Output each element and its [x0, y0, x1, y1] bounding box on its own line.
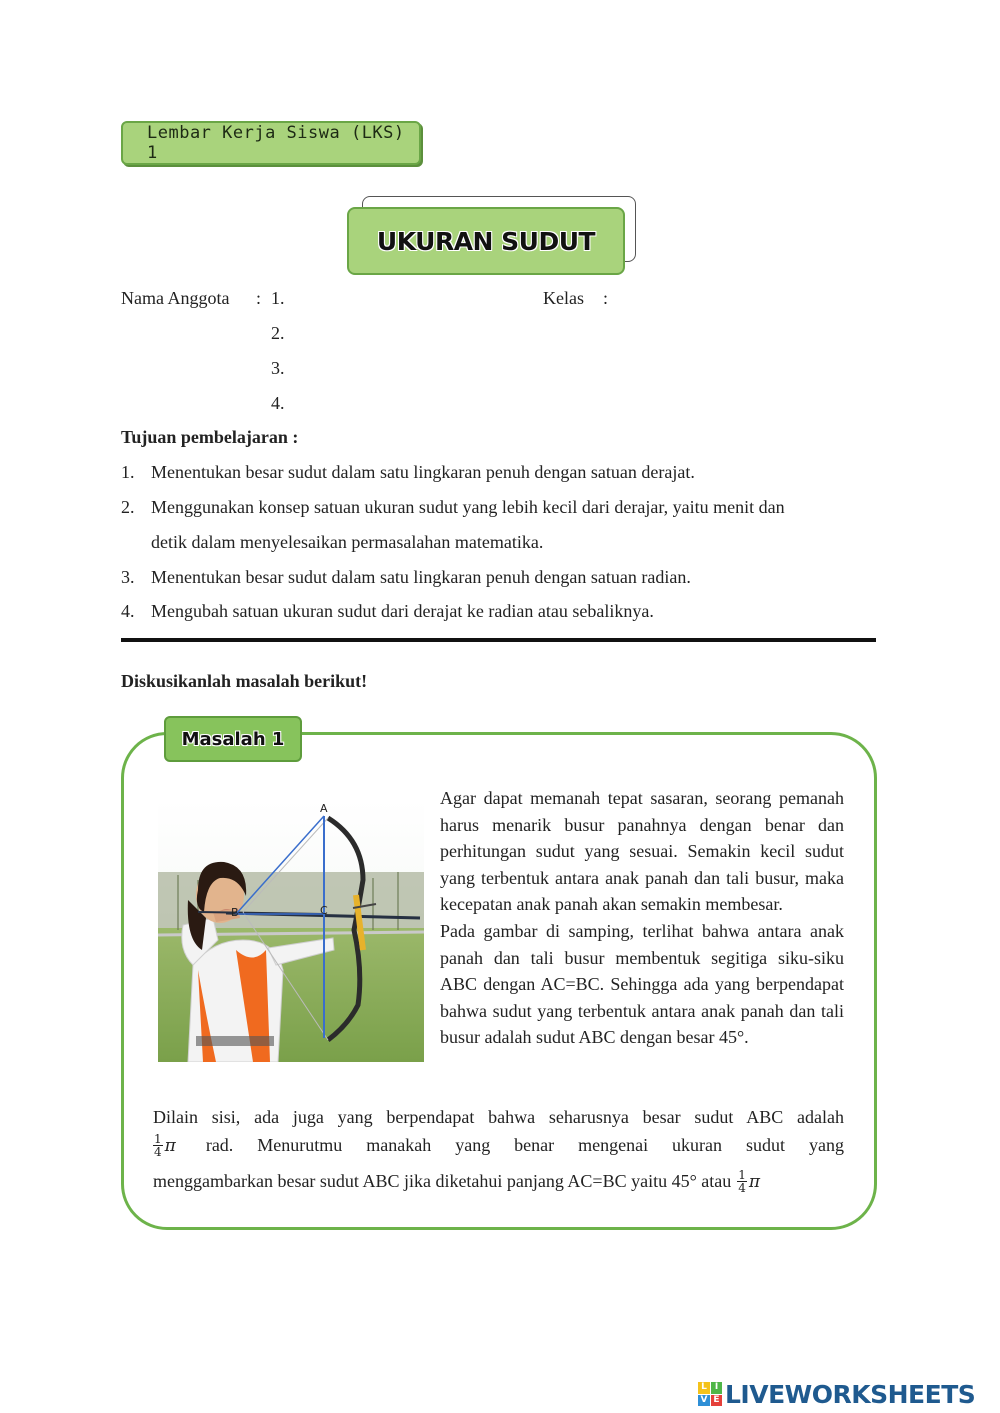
objective-2-number: 2. [121, 497, 135, 517]
mark-letter-e: E [711, 1395, 723, 1407]
fraction-denominator: 4 [154, 1145, 162, 1159]
liveworksheets-mark-icon [698, 1382, 722, 1406]
member-1-number: 1. [271, 288, 285, 308]
problem-paragraph-1: Agar dapat memanah tepat sasaran, seorang pemanah harus menarik busur panahnya dengan benar dan perhitungan sudut yang sesuai. Semakin kecil sudut yang terbentuk antara anak panah dan tali busur, maka kecepatan anak panah akan semakin membesar. [440, 788, 844, 915]
problem-line-3 [153, 1108, 844, 1126]
nama-anggota-label: Nama Anggota [121, 288, 230, 308]
mark-letter-i: I [711, 1382, 723, 1394]
problem-line-5 [153, 1169, 760, 1194]
fraction-numerator: 1 [154, 1132, 162, 1146]
objectives-heading: Tujuan pembelajaran : [121, 427, 299, 447]
nama-colon: : [256, 288, 262, 308]
member-4-number: 4. [271, 393, 285, 413]
problem-line-3-text: Dilain sisi, ada juga yang berpendapat bahwa seharusnya besar sudut ABC adalah [153, 1107, 844, 1127]
problem-line-4 [153, 1133, 844, 1158]
page-title: UKURAN SUDUT [347, 207, 625, 275]
fraction-numerator-2: 1 [738, 1168, 746, 1182]
point-c-label: C [320, 904, 328, 917]
pi-symbol-2: π [748, 1171, 761, 1192]
member-3-number: 3. [271, 358, 285, 378]
objective-3-number: 3. [121, 567, 135, 587]
problem-text [440, 785, 844, 1051]
fraction-quarter-2 [737, 1169, 747, 1194]
fraction-denominator-2: 4 [738, 1181, 746, 1195]
objective-3-text: Menentukan besar sudut dalam satu lingkaran penuh dengan satuan radian. [151, 567, 691, 587]
liveworksheets-logo[interactable] [698, 1378, 975, 1410]
objective-1-number: 1. [121, 462, 135, 482]
objective-4-text: Mengubah satuan ukuran sudut dari derajat ke radian atau sebaliknya. [151, 601, 654, 621]
member-2-number: 2. [271, 323, 285, 343]
mark-letter-v: V [698, 1395, 710, 1407]
objective-2-continuation: detik dalam menyelesaikan permasalahan matematika. [151, 532, 544, 552]
pi-symbol: π [164, 1135, 176, 1156]
problem-line-4-text: rad. Menurutmu manakah yang benar mengenai ukuran sudut yang [205, 1135, 844, 1155]
liveworksheets-brand: LIVEWORKSHEETS [725, 1379, 976, 1409]
point-b-label: B [231, 906, 239, 919]
kelas-label: Kelas [543, 288, 584, 308]
problem-paragraph-2: Pada gambar di samping, terlihat bahwa antara anak panah dan tali busur membentuk segitiga siku-siku ABC dengan AC=BC. Sehingga ada yang berpendapat bahwa sudut yang terbentuk antara anak panah dan tali busur adalah sudut ABC dengan besar 45°. [440, 920, 844, 1048]
objective-4-number: 4. [121, 601, 135, 621]
section-divider [121, 638, 876, 642]
mark-letter-l: L [698, 1382, 710, 1394]
lks-badge: Lembar Kerja Siswa (LKS) 1 [121, 121, 421, 165]
discussion-prompt: Diskusikanlah masalah berikut! [121, 671, 368, 691]
problem-line-5-text: menggambarkan besar sudut ABC jika diketahui panjang AC=BC yaitu 45° atau [153, 1171, 732, 1191]
objective-1-text: Menentukan besar sudut dalam satu lingkaran penuh dengan satuan derajat. [151, 462, 695, 482]
problem-label-tab: Masalah 1 [164, 716, 302, 762]
objective-2-text: Menggunakan konsep satuan ukuran sudut yang lebih kecil dari derajar, yaitu menit dan [151, 497, 785, 517]
fraction-quarter [153, 1133, 163, 1158]
point-a-label: A [320, 802, 328, 815]
archer-illustration [158, 800, 424, 1062]
kelas-colon: : [603, 288, 609, 308]
